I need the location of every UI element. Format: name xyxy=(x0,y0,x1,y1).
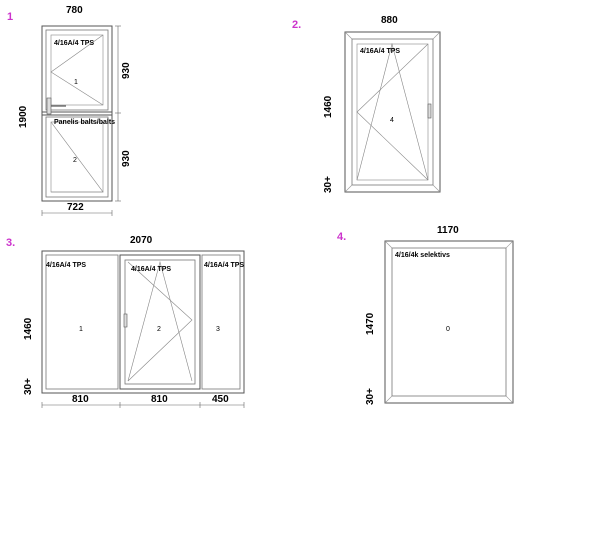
window-3-tilt-opening xyxy=(128,262,192,381)
window-1-lower-opening xyxy=(51,122,103,192)
window-3-sill-label: 30+ xyxy=(23,378,34,395)
window-2-sash xyxy=(352,39,433,185)
window-3-pane-number-right: 3 xyxy=(216,326,220,333)
window-4-height-label: 1470 xyxy=(365,312,376,335)
window-1-width-label: 780 xyxy=(66,5,83,16)
window-2-frame xyxy=(345,32,440,192)
window-2 xyxy=(292,15,440,193)
window-3-segment-mid: 810 xyxy=(151,394,168,405)
window-2-sill-label: 30+ xyxy=(323,176,334,193)
window-1-upper-height: 930 xyxy=(121,62,132,79)
window-4-mitre xyxy=(506,241,513,248)
window-2-sash-number: 4 xyxy=(390,117,394,124)
window-1-panel-label: Panelis balts/balts xyxy=(54,119,116,126)
window-1-frame xyxy=(42,26,112,201)
window-3-glass-label-right: 4/16A/4 TPS xyxy=(204,262,245,269)
window-3-pane-number-left: 1 xyxy=(79,326,83,333)
window-3-right-pane xyxy=(202,255,240,389)
window-4-badge: 4. xyxy=(337,231,347,243)
window-3-height-label: 1460 xyxy=(23,317,34,340)
window-3 xyxy=(6,235,244,408)
window-4-glass-label: 4/16/4k selektivs xyxy=(395,252,450,259)
window-2-glass-label: 4/16A/4 TPS xyxy=(360,48,401,55)
window-2-turn-opening xyxy=(357,44,428,180)
window-2-width-label: 880 xyxy=(381,15,398,26)
window-2-mitre xyxy=(433,185,440,192)
window-2-height-label: 1460 xyxy=(323,95,334,118)
window-4 xyxy=(337,225,513,405)
window-2-glass xyxy=(357,44,428,180)
window-3-segment-left: 810 xyxy=(72,394,89,405)
window-3-width-label: 2070 xyxy=(130,235,153,246)
window-3-turn-opening xyxy=(128,262,192,381)
window-3-glass-label-left: 4/16A/4 TPS xyxy=(46,262,87,269)
window-4-width-label: 1170 xyxy=(437,225,459,236)
window-1-bottom-width: 722 xyxy=(67,202,84,213)
window-3-segment-right: 450 xyxy=(212,394,229,405)
window-3-left-pane xyxy=(46,255,118,389)
window-2-tilt-opening xyxy=(357,44,428,180)
window-4-mitre xyxy=(385,396,392,403)
window-2-mitre xyxy=(345,32,352,39)
window-1-height-label: 1900 xyxy=(18,105,29,128)
window-3-middle-frame xyxy=(120,255,200,389)
window-4-sill-label: 30+ xyxy=(365,388,376,405)
window-4-glass xyxy=(392,248,506,396)
window-1-sash-number-upper: 1 xyxy=(74,79,78,86)
window-2-handle xyxy=(428,104,431,118)
window-1-glass-label: 4/16A/4 TPS xyxy=(54,40,95,47)
window-4-mitre xyxy=(506,396,513,403)
window-1-badge: 1 xyxy=(7,11,14,23)
window-4-pane-number: 0 xyxy=(446,326,450,333)
window-3-glass-label-mid: 4/16A/4 TPS xyxy=(131,266,172,273)
window-1-sash-number-lower: 2 xyxy=(73,157,77,164)
window-3-handle xyxy=(124,314,127,327)
window-1 xyxy=(7,5,132,216)
window-1-lower-height: 930 xyxy=(121,150,132,167)
window-4-frame xyxy=(385,241,513,403)
window-4-mitre xyxy=(385,241,392,248)
window-1-handle xyxy=(47,98,51,114)
window-3-middle-sash xyxy=(125,260,195,384)
window-2-mitre xyxy=(345,185,352,192)
window-3-badge: 3. xyxy=(6,237,16,249)
window-2-badge: 2. xyxy=(292,19,302,31)
window-2-mitre xyxy=(433,32,440,39)
window-3-pane-number-mid: 2 xyxy=(157,326,161,333)
